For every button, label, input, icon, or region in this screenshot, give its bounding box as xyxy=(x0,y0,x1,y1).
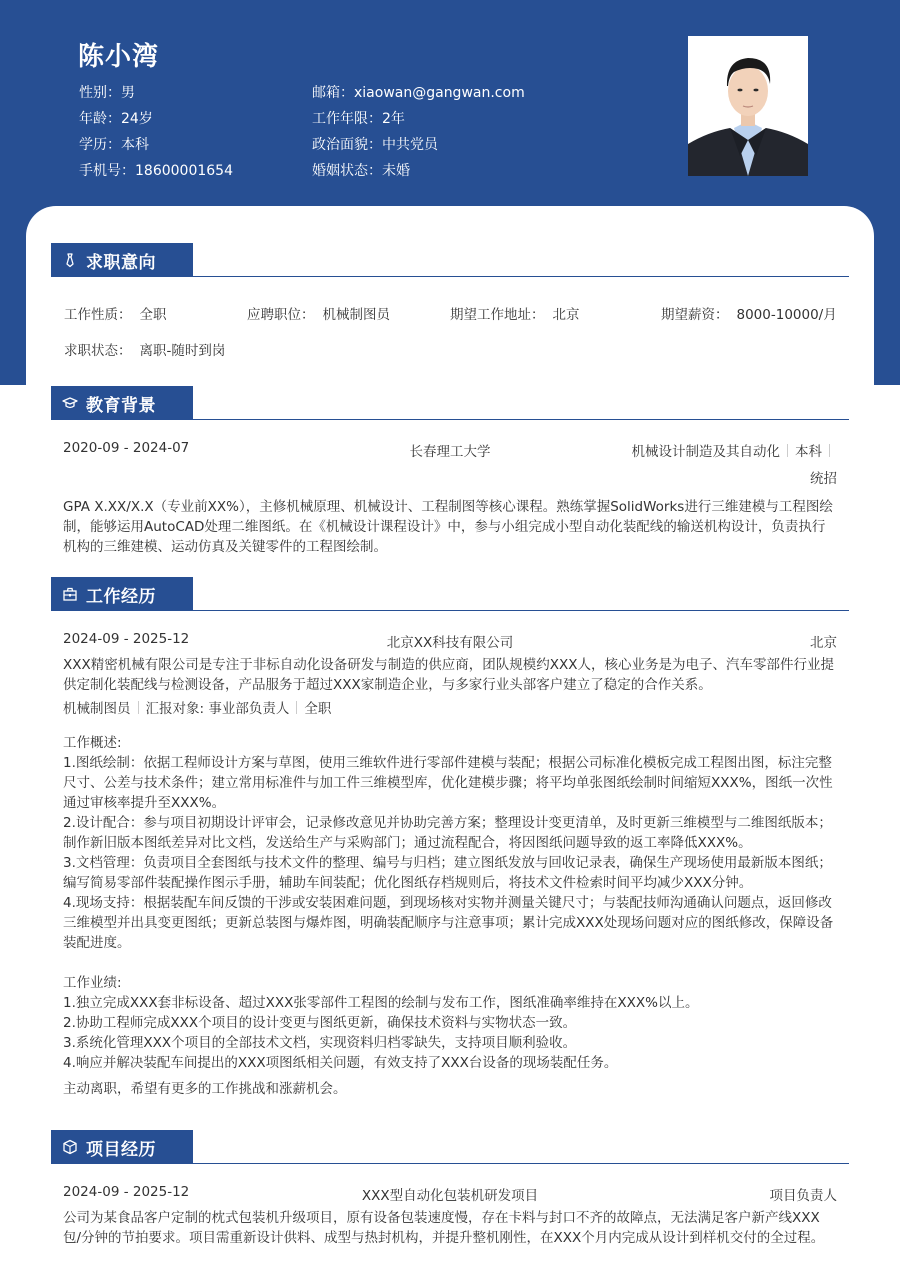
company-intro: XXX精密机械有限公司是专注于非标自动化设备研发与制造的供应商，团队规模约XXX人，核心业务是为电子、汽车零部件行业提供定制化装配线与检测设备，产品服务于超过XXX家制造企业，与多家行业头部客户建立了稳定的合作关系。 xyxy=(63,657,834,693)
leave-reason: 主动离职，希望有更多的工作挑战和涨薪机会。 xyxy=(63,1081,347,1097)
school-name: 长春理工大学 xyxy=(409,444,491,460)
info-political-status: 政治面貌：中共党员 xyxy=(312,137,438,153)
project-meta-row xyxy=(51,1184,849,1204)
section-job-intent xyxy=(51,243,849,383)
section-header xyxy=(51,386,849,420)
section-tab xyxy=(51,243,193,277)
project-name: XXX型自动化包装机研发项目 xyxy=(361,1188,539,1204)
section-work-experience xyxy=(51,577,849,1099)
company-name: 北京XX科技有限公司 xyxy=(386,635,514,651)
work-achievements-title: 工作业绩: xyxy=(63,975,122,991)
work-overview-item: 2.设计配合：参与项目初期设计评审会，记录修改意见并协助完善方案；整理设计变更清单，及时更新三维模型与二维图纸版本；制作新旧版本图纸差异对比文档，发送给生产与采购部门；通过流程配合，将因图纸问题导致的返工率降低XXX%。 xyxy=(63,815,832,851)
project-entry xyxy=(51,1184,849,1248)
section-title: 工作经历 xyxy=(86,586,156,607)
education-entry xyxy=(51,440,849,557)
work-overview-item: 3.文档管理：负责项目全套图纸与技术文件的整理、编号与归档；建立图纸发放与回收记录表，确保生产现场使用最新版本图纸；编写简易零部件装配操作图示手册，辅助车间装配；优化图纸存档规则后，将技术文件检索时间平均减少XXX分钟。 xyxy=(63,855,832,891)
project-period: 2024-09 - 2025-12 xyxy=(63,1184,190,1200)
section-education xyxy=(51,386,849,557)
section-tab xyxy=(51,1130,193,1164)
education-meta-row xyxy=(51,440,849,460)
tie-icon xyxy=(62,252,78,268)
divider xyxy=(787,444,788,457)
briefcase-icon xyxy=(62,586,78,602)
project-role: 项目负责人 xyxy=(769,1188,837,1204)
project-description: 公司为某食品客户定制的枕式包装机升级项目，原有设备包装速度慢，存在卡料与封口不齐的故障点，无法满足客户新产线XXX包/分钟的节拍要求。项目需重新设计供料、成型与热封机构，并提升整机刚性，在XXX个月内完成从设计到样机交付的全过程。 xyxy=(63,1210,825,1246)
intent-position: 应聘职位： 机械制图员 xyxy=(247,307,390,323)
section-title: 求职意向 xyxy=(86,252,156,273)
info-email: 邮箱：xiaowan@gangwan.com xyxy=(312,85,525,101)
info-work-years: 工作年限：2年 xyxy=(312,111,405,127)
work-entry xyxy=(51,631,849,1099)
work-overview-item: 1.图纸绘制：依据工程师设计方案与草图，使用三维软件进行零部件建模与装配；根据公司标准化模板完成工程图出图，标注完整尺寸、公差与技术条件；建立常用标准件与加工件三维模型库，优化建模步骤；将平均单张图纸绘制时间缩短XXX%，图纸一次性通过审核率提升至XXX%。 xyxy=(63,755,833,811)
info-gender: 性别：男 xyxy=(79,85,135,101)
avatar-portrait-icon xyxy=(688,36,808,176)
info-education: 学历：本科 xyxy=(79,137,149,153)
candidate-name: 陈小湾 xyxy=(78,42,160,72)
intent-salary: 期望薪资： 8000-10000/月 xyxy=(661,307,837,323)
work-period: 2024-09 - 2025-12 xyxy=(63,631,190,647)
divider xyxy=(296,701,297,714)
education-type-row xyxy=(51,467,849,487)
work-achievement-item: 3.系统化管理XXX个项目的全部技术文档，实现资料归档零缺失，支持项目顺利验收。 xyxy=(63,1035,577,1051)
intent-work-type: 工作性质： 全职 xyxy=(64,307,167,323)
avatar-photo xyxy=(688,36,808,176)
work-role-line: 机械制图员 汇报对象: 事业部负责人 全职 xyxy=(63,701,332,717)
education-description: GPA X.XX/X.X（专业前XX%），主修机械原理、机械设计、工程制图等核心课程。熟练掌握SolidWorks进行三维建模与工程图绘制，能够运用AutoCAD处理二维图纸。在《机械设计课程设计》中，参与小组完成小型自动化装配线的输送机构设计，负责执行机构的三维建模、运动仿真及关键零件的工程图绘制。 xyxy=(63,499,833,555)
work-location: 北京 xyxy=(810,635,837,651)
work-overview-item: 4.现场支持：根据装配车间反馈的干涉或安装困难问题，到现场核对实物并测量关键尺寸；与装配技师沟通确认问题点，返回修改三维模型并出具变更图纸；更新总装图与爆炸图，明确装配顺序与注意事项；累计完成XXX处现场问题对应的图纸修改，保障设备装配进度。 xyxy=(63,895,834,951)
info-marital-status: 婚姻状态：未婚 xyxy=(312,163,410,179)
info-age: 年龄：24岁 xyxy=(79,111,153,127)
education-period: 2020-09 - 2024-07 xyxy=(63,440,190,456)
graduation-cap-icon xyxy=(62,395,78,411)
basic-info-right xyxy=(312,80,525,184)
education-type: 统招 xyxy=(810,471,837,487)
section-title: 项目经历 xyxy=(86,1139,156,1160)
work-achievement-item: 1.独立完成XXX套非标设备、超过XXX张零部件工程图的绘制与发布工作，图纸准确率维持在XXX%以上。 xyxy=(63,995,699,1011)
work-meta-row xyxy=(51,631,849,651)
work-overview-title: 工作概述: xyxy=(63,735,122,751)
section-header xyxy=(51,577,849,611)
info-phone: 手机号：18600001654 xyxy=(79,163,233,179)
cube-icon xyxy=(62,1139,78,1155)
work-achievement-item: 2.协助工程师完成XXX个项目的设计变更与图纸更新，确保技术资料与实物状态一致。 xyxy=(63,1015,577,1031)
intent-status: 求职状态： 离职-随时到岗 xyxy=(64,343,226,359)
divider xyxy=(829,444,830,457)
intent-location: 期望工作地址： 北京 xyxy=(450,307,580,323)
basic-info-left xyxy=(79,80,233,184)
profile-header xyxy=(0,0,900,206)
section-projects xyxy=(51,1130,849,1248)
section-title: 教育背景 xyxy=(86,395,156,416)
section-header xyxy=(51,243,849,277)
divider xyxy=(138,701,139,714)
section-header xyxy=(51,1130,849,1164)
work-achievement-item: 4.响应并解决装配车间提出的XXX项图纸相关问题，有效支持了XXX台设备的现场装配任务。 xyxy=(63,1055,618,1071)
job-intent-fields xyxy=(51,303,849,383)
section-tab xyxy=(51,577,193,611)
section-tab xyxy=(51,386,193,420)
education-major-degree: 机械设计制造及其自动化 本科 xyxy=(632,440,838,460)
